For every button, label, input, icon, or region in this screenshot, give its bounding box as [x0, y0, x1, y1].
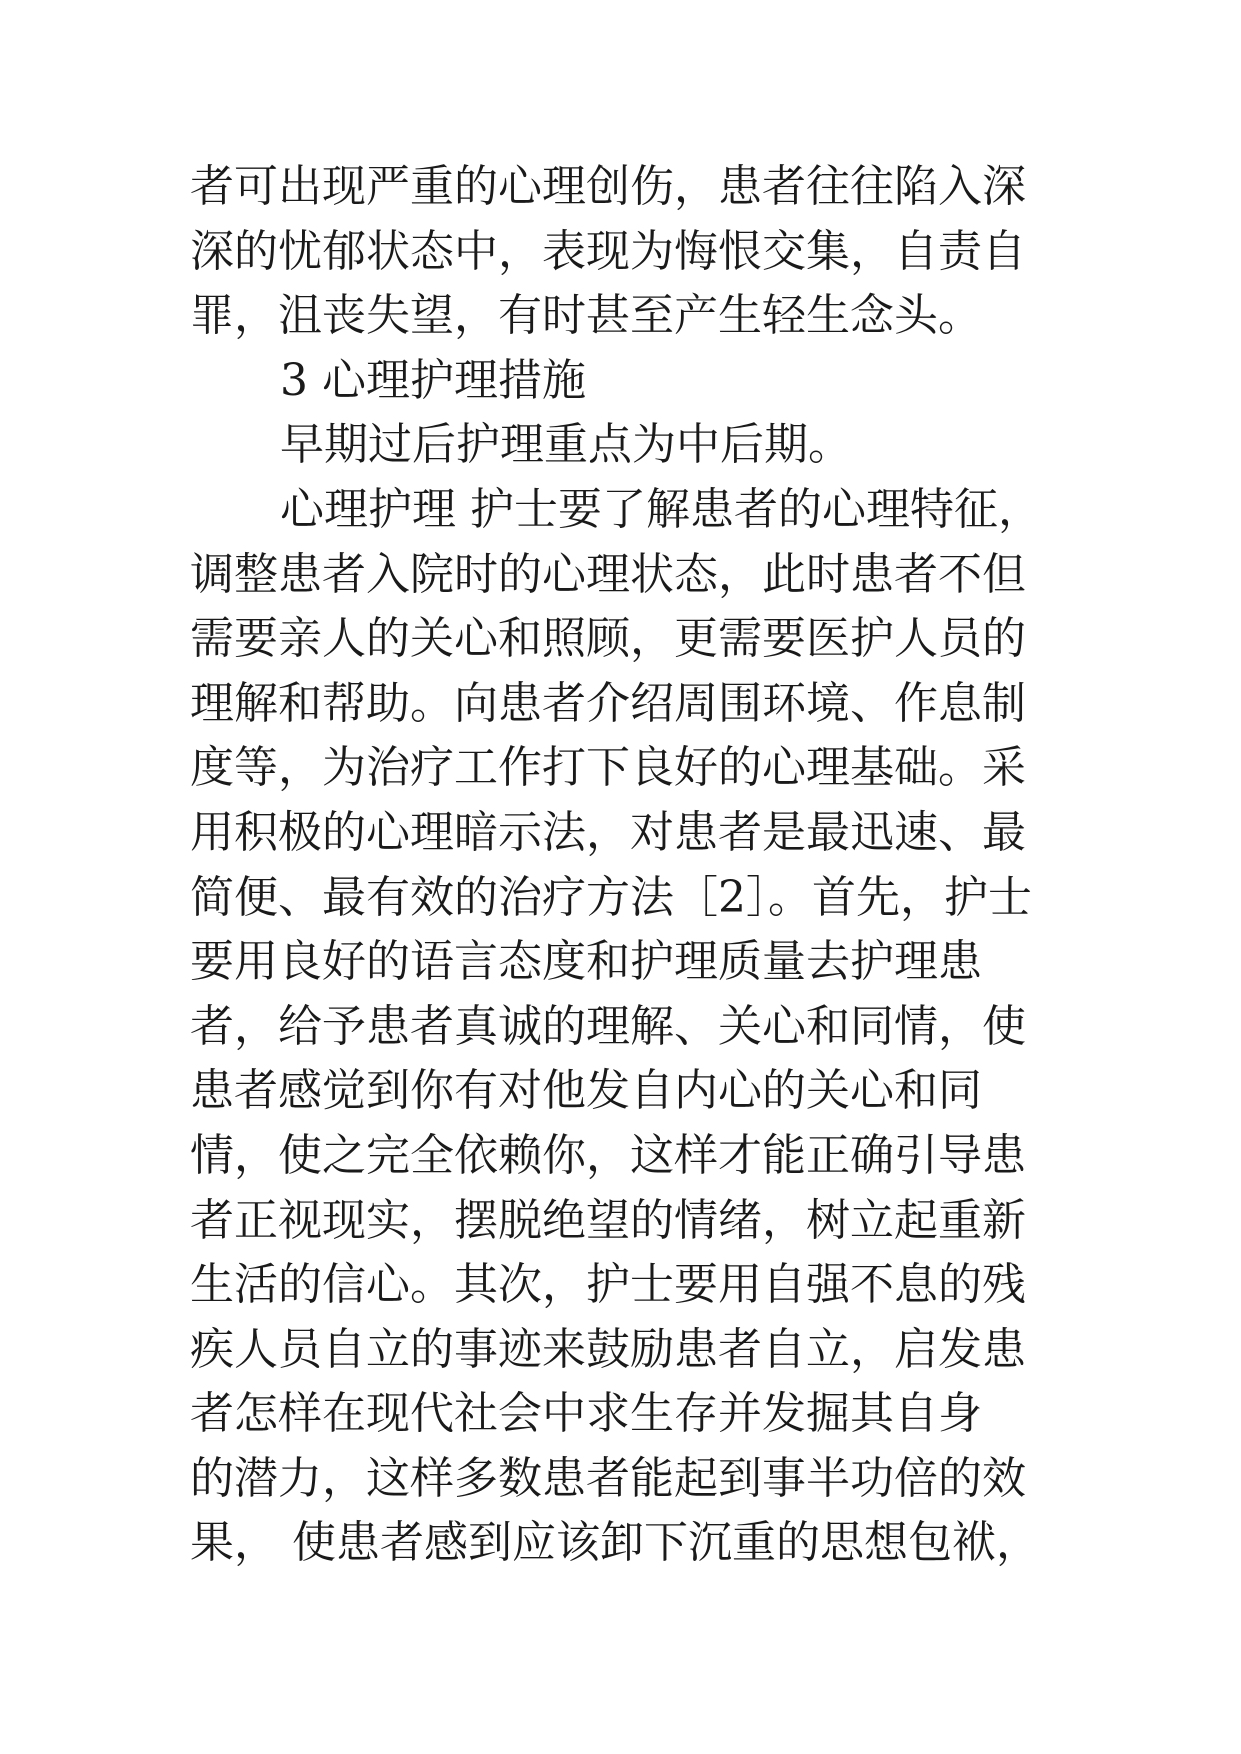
text-line-20: 者怎样在现代社会中求生存并发掘其自身 [190, 1388, 982, 1440]
text-line-3: 罪，沮丧失望，有时甚至产生轻生念头。 [190, 290, 982, 342]
text-line-11: 用积极的心理暗示法，对患者是最迅速、最 [190, 806, 1026, 858]
text-line-21: 的潜力，这样多数患者能起到事半功倍的效 [190, 1452, 1026, 1504]
section-heading: 3 心理护理措施 [280, 354, 586, 406]
text-line-14: 者，给予患者真诚的理解、关心和同情，使 [190, 1000, 1026, 1052]
text-line-13: 要用良好的语言态度和护理质量去护理患 [190, 936, 982, 988]
text-line-19: 疾人员自立的事迹来鼓励患者自立，启发患 [190, 1323, 1026, 1375]
text-line-18: 生活的信心。其次，护士要用自强不息的残 [190, 1259, 1026, 1311]
text-line-7: 调整患者入院时的心理状态，此时患者不但 [190, 548, 1026, 600]
text-line-10: 度等，为治疗工作打下良好的心理基础。采 [190, 742, 1026, 794]
paragraph-start: 心理护理 护士要了解患者的心理特征， [280, 483, 1042, 535]
text-line-9: 理解和帮助。向患者介绍周围环境、作息制 [190, 677, 1026, 729]
text-line-15: 患者感觉到你有对他发自内心的关心和同 [190, 1065, 982, 1117]
text-line-2: 深的忧郁状态中，表现为悔恨交集，自责自 [190, 225, 1026, 277]
text-line-17: 者正视现实，摆脱绝望的情绪，树立起重新 [190, 1194, 1026, 1246]
text-line-1: 者可出现严重的心理创伤，患者往往陷入深 [190, 161, 1026, 212]
body-text [190, 155, 1090, 1576]
text-line-8: 需要亲人的关心和照顾，更需要医护人员的 [190, 613, 1026, 665]
text-line-12: 简便、最有效的治疗方法［2］。首先，护士 [190, 871, 1032, 923]
text-line-5: 早期过后护理重点为中后期。 [280, 419, 852, 471]
text-line-16: 情，使之完全依赖你，这样才能正确引导患 [190, 1129, 1026, 1181]
text-line-22: 果， 使患者感到应该卸下沉重的思想包袱， [190, 1517, 1040, 1569]
